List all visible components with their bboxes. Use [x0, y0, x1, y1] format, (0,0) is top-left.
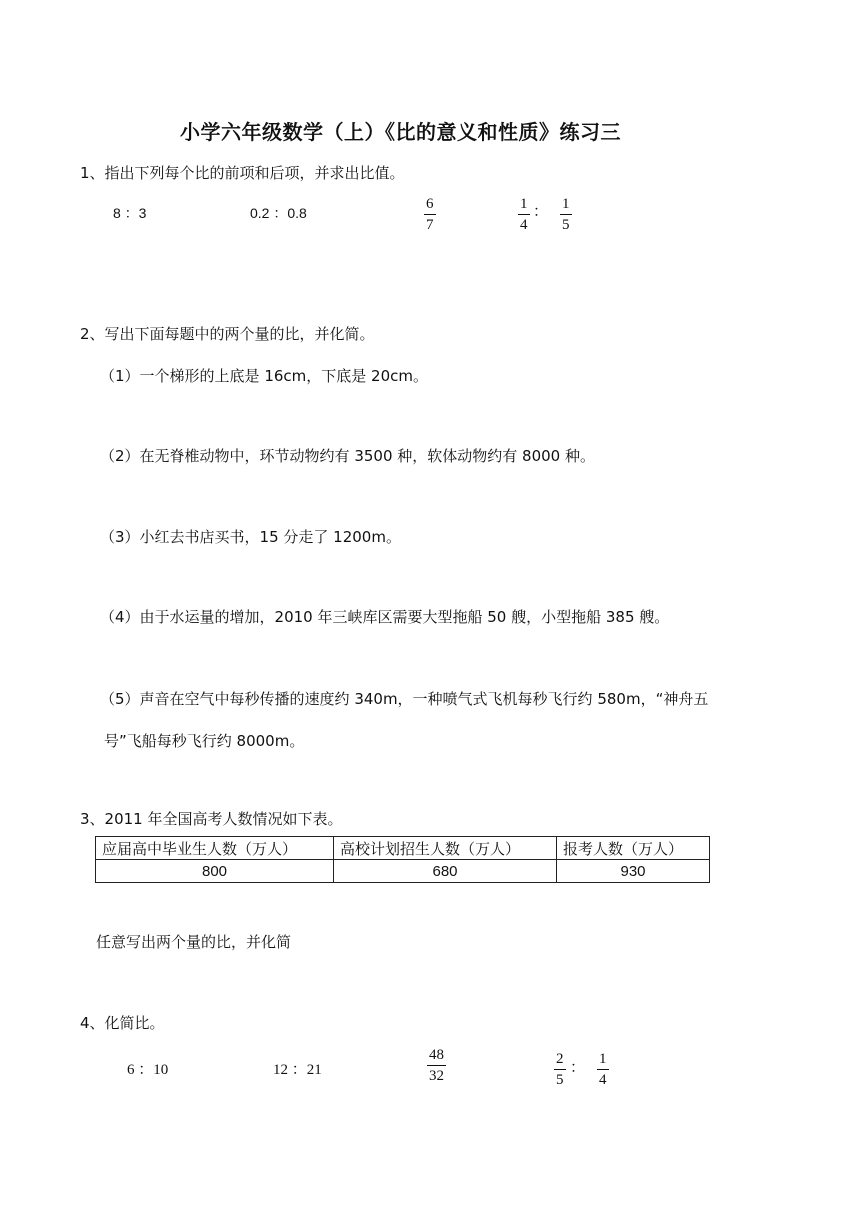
q4-ratio-b: 12 ：21	[273, 1062, 322, 1078]
q1-fraction-d2-numerator: 1	[562, 196, 570, 212]
q1-ratio-colon: ：	[533, 204, 549, 220]
table-row	[96, 860, 710, 883]
table-cell: 680	[334, 860, 557, 883]
table-header-cell: 高校计划招生人数（万人）	[334, 837, 557, 860]
q4-fraction-c-numerator: 48	[429, 1047, 444, 1063]
q2-part-5-line1: （5）声音在空气中每秒传播的速度约 340m，一种喷气式飞机每秒飞行约 580m，“神舟五	[100, 690, 709, 708]
fraction-bar	[554, 1069, 566, 1070]
q1-fraction-d2	[560, 195, 572, 234]
q4-fraction-d2-denominator: 4	[599, 1072, 607, 1088]
q1-fraction-d1-denominator: 4	[520, 217, 528, 233]
q1-fraction-c-denominator: 7	[426, 217, 434, 233]
table-cell: 930	[557, 860, 710, 883]
q2-part-1: （1）一个梯形的上底是 16cm，下底是 20cm。	[100, 367, 428, 385]
fraction-bar	[427, 1065, 446, 1066]
fraction-bar	[424, 214, 436, 215]
q1-heading: 1、指出下列每个比的前项和后项，并求出比值。	[80, 164, 405, 182]
table-header-cell: 应届高中毕业生人数（万人）	[96, 837, 334, 860]
table-header-cell: 报考人数（万人）	[557, 837, 710, 860]
fraction-bar	[560, 214, 572, 215]
q1-fraction-c-numerator: 6	[426, 196, 434, 212]
q4-fraction-d1	[554, 1050, 566, 1089]
q1-ratio-b: 0.2 ：0.8	[250, 205, 307, 221]
q3-prompt: 任意写出两个量的比，并化简	[96, 933, 292, 951]
q1-fraction-d1-numerator: 1	[520, 196, 528, 212]
fraction-bar	[597, 1069, 609, 1070]
q3-heading: 3、2011 年全国高考人数情况如下表。	[80, 810, 343, 828]
page-title: 小学六年级数学（上）《比的意义和性质》练习三	[180, 120, 621, 144]
q2-heading: 2、写出下面每题中的两个量的比，并化简。	[80, 325, 375, 343]
q2-part-3: （3）小红去书店买书，15 分走了 1200m。	[100, 528, 401, 546]
table-header-row	[96, 837, 710, 860]
table-cell: 800	[96, 860, 334, 883]
stats-table	[95, 836, 710, 883]
q4-fraction-d2-numerator: 1	[599, 1051, 607, 1067]
q4-fraction-d1-denominator: 5	[556, 1072, 564, 1088]
q2-part-4: （4）由于水运量的增加，2010 年三峡库区需要大型拖船 50 艘，小型拖船 385 艘。	[100, 608, 670, 626]
q1-fraction-c	[424, 195, 436, 234]
q4-ratio-a: 6 ：10	[127, 1062, 169, 1078]
q4-fraction-c-denominator: 32	[429, 1068, 444, 1084]
q2-part-2: （2）在无脊椎动物中，环节动物约有 3500 种，软体动物约有 8000 种。	[100, 447, 595, 465]
q1-fraction-d2-denominator: 5	[562, 217, 570, 233]
q4-heading: 4、化简比。	[80, 1014, 165, 1032]
q4-fraction-d1-numerator: 2	[556, 1051, 564, 1067]
q2-part-5-line2: 号”飞船每秒飞行约 8000m。	[104, 732, 305, 750]
q4-ratio-colon: ：	[570, 1060, 586, 1076]
q4-fraction-d2	[597, 1050, 609, 1089]
q4-fraction-c	[427, 1046, 446, 1085]
fraction-bar	[518, 214, 530, 215]
q1-fraction-d1	[518, 195, 530, 234]
q1-ratio-a: 8 ：3	[113, 205, 147, 221]
